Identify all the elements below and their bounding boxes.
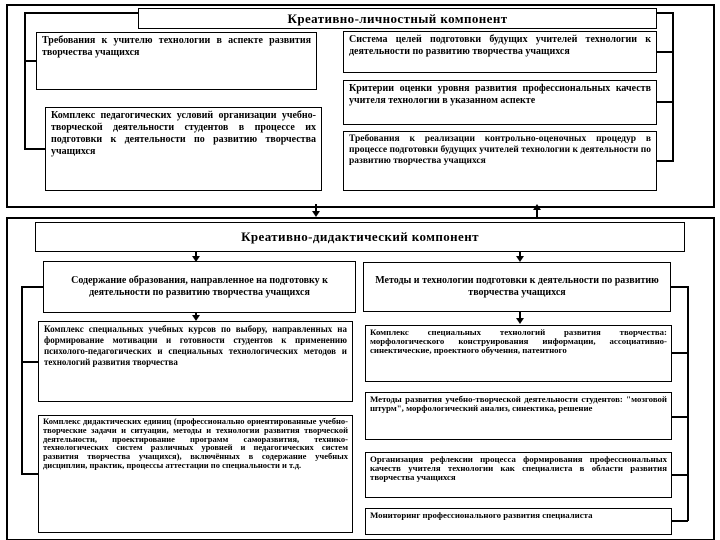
bottom-right-box-special-technologies: Комплекс специальных технологий развития творчества: морфологического конструирования информации, ассоциативно-синектические, проектного обучения, патентного [365, 325, 672, 382]
connector-line [657, 12, 674, 14]
bottom-right-box-monitoring: Мониторинг профессионального развития специалиста [365, 508, 672, 535]
connector-line [24, 12, 138, 14]
top-left-box-pedagogical-conditions: Комплекс педагогических условий организации учебно-творческой деятельности студентов в процессе их подготовки к деятельности по развитию творчества учащихся [45, 107, 322, 191]
connector-line [657, 51, 674, 53]
top-section-title: Креативно-личностный компонент [138, 8, 657, 29]
bottom-left-column-header: Содержание образования, направленное на подготовку к деятельности по развитию творчества учащихся [43, 261, 356, 313]
connector-line [687, 286, 689, 521]
connector-line [672, 12, 674, 161]
connector-line [21, 286, 23, 474]
connector-line [671, 286, 688, 288]
bottom-right-column-header: Методы и технологии подготовки к деятельности по развитию творчества учащихся [363, 262, 671, 312]
arrow-down-icon [516, 312, 524, 324]
connector-line [21, 473, 38, 475]
top-right-box-criteria: Критерии оценки уровня развития профессиональных качеств учителя технологии в указанном аспекте [343, 80, 657, 125]
top-right-box-control-procedures: Требования к реализации контрольно-оценочных процедур в процессе подготовки будущих учителей технологии к деятельности по развитию творчества учащихся [343, 131, 657, 191]
connector-line [21, 361, 38, 363]
bottom-right-box-development-methods: Методы развития учебно-творческой деятельности студентов: "мозговой штурм", морфологический анализ, синектика, решение [365, 392, 672, 440]
bottom-section-title: Креативно-дидактический компонент [35, 222, 685, 252]
top-left-box-requirements: Требования к учителю технологии в аспекте развития творчества учащихся [36, 32, 317, 90]
connector-line [24, 12, 26, 150]
connector-line [672, 474, 688, 476]
connector-line [672, 416, 688, 418]
connector-line [671, 520, 688, 522]
arrow-down-icon [312, 204, 320, 217]
bottom-left-box-special-courses: Комплекс специальных учебных курсов по выбору, направленных на формирование мотивации и готовности студентов к применению психолого-педагогических и специальных технологических методов и технологий развития творчества [38, 321, 353, 402]
top-right-box-goal-system: Система целей подготовки будущих учителей технологии к деятельности по развитию творчества учащихся [343, 31, 657, 73]
connector-line [657, 101, 674, 103]
connector-line [24, 60, 36, 62]
bottom-left-box-didactic-units: Комплекс дидактических единиц (профессионально ориентированные учебно-творческие задачи и ситуации, методы и технологии развития творческой деятельности, проектирование программ саморазвития, технико-технологических систем различных уровней и педагогических систем развития творчества учащихся), включённых в содержание учебных дисциплин, практик, процессы аттестации по специальности и т.д. [38, 415, 353, 533]
arrow-up-icon [533, 204, 541, 217]
connector-line [657, 160, 674, 162]
connector-line [21, 286, 43, 288]
connector-line [24, 148, 45, 150]
arrow-down-icon [516, 252, 524, 262]
bottom-right-box-reflection-organization: Организация рефлексии процесса формирования профессиональных качеств учителя технологии как специалиста в области развития творчества учащихся [365, 452, 672, 498]
arrow-down-icon [192, 312, 200, 321]
connector-line [672, 352, 688, 354]
